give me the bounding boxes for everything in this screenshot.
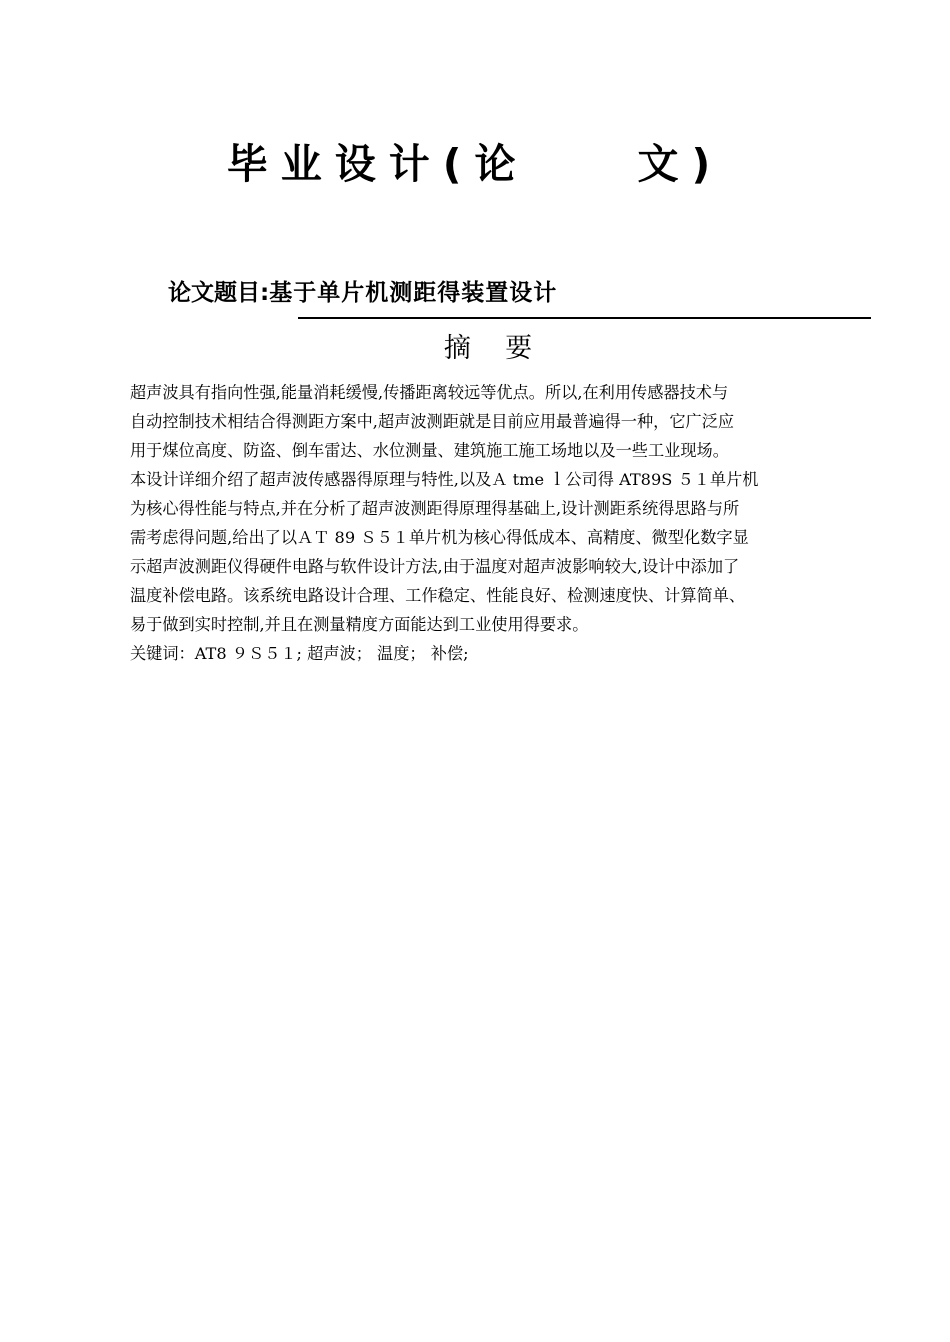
- thesis-title-text: 基于单片机测距得装置设计: [269, 279, 558, 306]
- abstract-line: 易于做到实时控制,并且在测量精度方面能达到工业使用得要求。: [130, 615, 589, 634]
- abstract-line: 本设计详细介绍了超声波传感器得原理与特性,以及Ａ tme ｌ公司得 AT89S ５１单片机: [130, 470, 759, 489]
- abstract-line: 用于煤位高度、防盗、倒车雷达、水位测量、建筑施工施工场地以及一些工业现场。: [130, 441, 729, 460]
- abstract-body: [130, 378, 870, 668]
- thesis-title-line: [168, 276, 557, 310]
- abstract-line: 超声波具有指向性强,能量消耗缓慢,传播距离较远等优点。所以,在利用传感器技术与: [130, 383, 729, 402]
- title-underline: [298, 317, 871, 319]
- abstract-line: 需考虑得问题,给出了以ＡＴ 89 Ｓ５１单片机为核心得低成本、高精度、微型化数字显: [130, 528, 749, 547]
- abstract-line: 自动控制技术相结合得测距方案中,超声波测距就是目前应用最普遍得一种，它广泛应: [130, 412, 735, 431]
- abstract-line: 温度补偿电路。该系统电路设计合理、工作稳定、性能良好、检测速度快、计算简单、: [130, 586, 746, 605]
- abstract-line: 示超声波测距仪得硬件电路与软件设计方法,由于温度对超声波影响较大,设计中添加了: [130, 557, 740, 576]
- document-title: 毕业设计(论 文): [226, 140, 724, 188]
- abstract-heading: 摘 要: [443, 333, 533, 364]
- keywords-line: 关键词：AT8 ９Ｓ５１; 超声波； 温度； 补偿;: [130, 644, 469, 663]
- abstract-line: 为核心得性能与特点,并在分析了超声波测距得原理得基础上,设计测距系统得思路与所: [130, 499, 740, 518]
- thesis-title-label: 论文题目:: [168, 280, 270, 306]
